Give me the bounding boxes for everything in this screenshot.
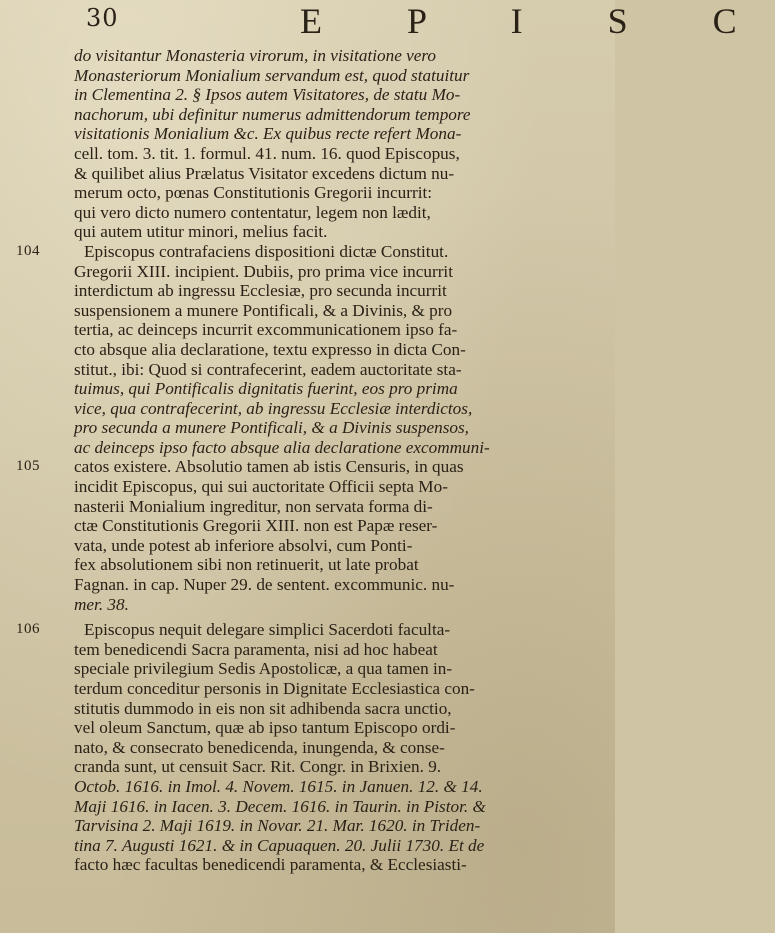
- paragraph-105: [16, 457, 610, 614]
- text-line: mer. 38.: [74, 594, 129, 614]
- text-line: terdum conceditur personis in Dignitate Ecclesiastica con-: [74, 679, 475, 698]
- text-line: ctæ Constitutionis Gregorii XIII. non est Papæ reser-: [74, 516, 438, 536]
- text-line: fex absolutionem sibi non retinuerit, ut late probat: [74, 555, 419, 575]
- text-line: tertia, ac deinceps incurrit excommunicationem ipso fa-: [74, 320, 458, 340]
- paragraph-104: [16, 241, 610, 458]
- text-line: nato, & consecrato benedicenda, inungenda, & conse-: [74, 737, 445, 757]
- text-line: pro secunda a munere Pontificali, & a Divinis suspensos,: [74, 418, 469, 438]
- text-line: Tarvisina 2. Maji 1619. in Novar. 21. Mar. 1620. in Triden-: [74, 816, 481, 836]
- text-line: catos existere. Absolutio tamen ab istis Censuris, in quas: [74, 457, 464, 477]
- paragraph-continuation: [74, 46, 610, 242]
- text-line: cell. tom. 3. tit. 1. formul. 41. num. 16. quod Episcopus,: [74, 143, 460, 163]
- text-line-first: [16, 457, 610, 477]
- text-line: qui vero dicto numero contentatur, legem non lædit,: [74, 202, 431, 222]
- text-line: stitut., ibi: Quod si contrafecerint, eadem auctoritate sta-: [74, 359, 462, 379]
- text-line: Gregorii XIII. incipient. Dubiis, pro prima vice incurrit: [74, 261, 453, 281]
- page-number: 30: [86, 4, 119, 32]
- text-line: stitutis dummodo in eis non sit adhibenda sacra unctio,: [74, 698, 452, 718]
- text-line: cranda sunt, ut censuit Sacr. Rit. Congr. in Brixien. 9.: [74, 757, 442, 777]
- page-header: [0, 0, 775, 46]
- text-line: Maji 1616. in Iacen. 3. Decem. 1616. in Taurin. in Pistor. &: [74, 796, 486, 816]
- paragraph-106: [16, 620, 610, 875]
- text-line: cto absque alia declaratione, textu expresso in dicta Con-: [74, 339, 466, 359]
- text-line: visitationis Monialium &c. Ex quibus recte refert Mona-: [74, 124, 462, 144]
- margin-number: 106: [16, 621, 40, 638]
- running-head: E P I S C: [300, 1, 775, 41]
- text-line: facto hæc facultas benedicendi paramenta, & Ecclesiasti-: [74, 855, 467, 875]
- text-line: tina 7. Augusti 1621. & in Capuaquen. 20. Julii 1730. Et de: [74, 835, 485, 855]
- text-line: nasterii Monialium ingreditur, non servata forma di-: [74, 496, 433, 516]
- text-line: & quilibet alius Prælatus Visitator excedens dictum nu-: [74, 163, 455, 183]
- text-line: Monasteriorum Monialium servandum est, quod statuitur: [74, 65, 470, 85]
- text-line: interdictum ab ingressu Ecclesiæ, pro secunda incurrit: [74, 281, 447, 301]
- text-body: [16, 46, 610, 875]
- text-line: suspensionem a munere Pontificali, & a Divinis, & pro: [74, 300, 453, 320]
- text-line: in Clementina 2. § Ipsos autem Visitatores, de statu Mo-: [74, 85, 461, 105]
- text-line-first: [16, 241, 610, 262]
- margin-number: 104: [16, 242, 40, 259]
- margin-number: 105: [16, 458, 40, 475]
- text-line: tem benedicendi Sacra paramenta, nisi ad hoc habeat: [74, 639, 438, 659]
- text-line: incidit Episcopus, qui sui auctoritate Officii septa Mo-: [74, 477, 448, 497]
- text-line: Octob. 1616. in Imol. 4. Novem. 1615. in Januen. 12. & 14.: [74, 776, 483, 796]
- text-line: qui autem utitur minori, melius facit.: [74, 222, 328, 242]
- text-line: do visitantur Monasteria virorum, in visitatione vero: [74, 46, 437, 65]
- text-line: Fagnan. in cap. Nuper 29. de sentent. excommunic. nu-: [74, 575, 455, 595]
- text-line: Episcopus nequit delegare simplici Sacerdoti faculta-: [84, 620, 451, 640]
- text-line: nachorum, ubi definitur numerus admittendorum tempore: [74, 104, 471, 124]
- text-line: vata, unde potest ab inferiore absolvi, cum Ponti-: [74, 535, 413, 555]
- text-line: tuimus, qui Pontificalis dignitatis fuerint, eos pro prima: [74, 379, 458, 399]
- text-line: speciale privilegium Sedis Apostolicæ, a qua tamen in-: [74, 659, 453, 679]
- text-line: vel oleum Sanctum, quæ ab ipso tantum Episcopo ordi-: [74, 718, 456, 738]
- text-line: merum octo, pœnas Constitutionis Gregorii incurrit:: [74, 183, 433, 203]
- text-line: Episcopus contrafaciens dispositioni dictæ Constitut.: [84, 241, 449, 261]
- text-line: ac deinceps ipso facto absque alia declaratione excommuni-: [74, 437, 490, 457]
- text-line-first: [16, 620, 610, 640]
- text-line: vice, qua contrafecerint, ab ingressu Ecclesiæ interdictos,: [74, 398, 473, 418]
